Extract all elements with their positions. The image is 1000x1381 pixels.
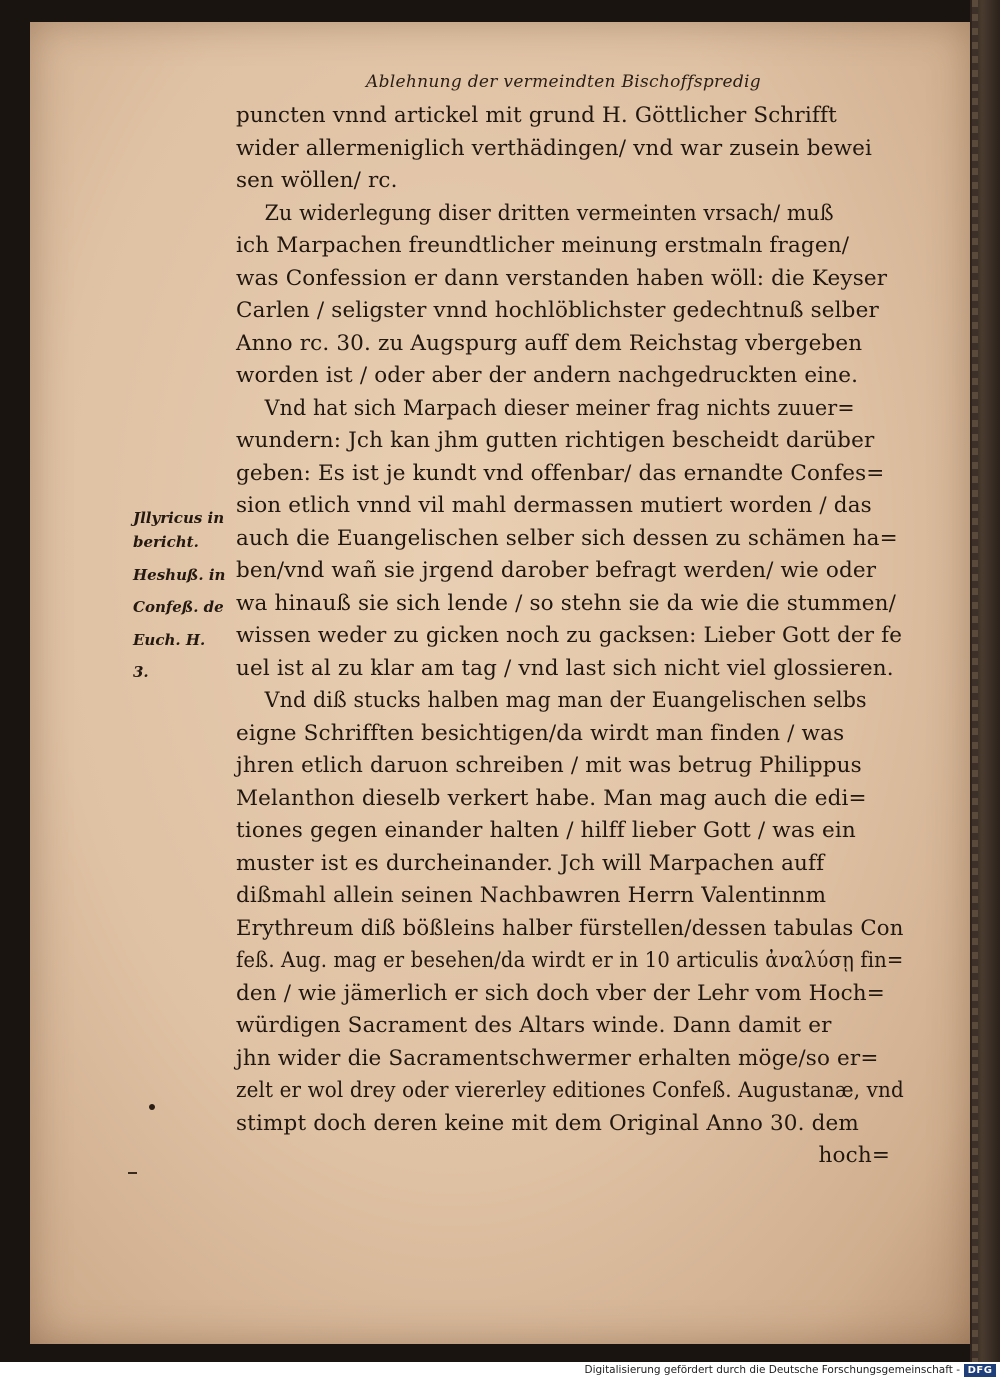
body-text [236, 100, 904, 1173]
text-line: jhren etlich daruon schreiben / mit was betrug Philippus [236, 753, 862, 778]
text-line: ben/vnd wañ sie jrgend darober befragt werden/ wie oder [236, 558, 877, 583]
text-line: was Confession er dann verstanden haben wöll: die Keyser [236, 265, 888, 291]
margin-note: Jllyricus in [133, 509, 225, 527]
text-line: Erythreum diß bößleins halber fürstellen/dessen tabulas Con [236, 915, 904, 941]
text-line: zelt er wol drey oder viererley editiones Confeß. Augustanæ, vnd [236, 1078, 904, 1103]
text-line: Vnd diß stucks halben mag man der Euangelischen selbs [264, 688, 867, 713]
margin-notes [133, 507, 233, 694]
text-line: Anno rc. 30. zu Augspurg auff dem Reichstag vbergeben [236, 330, 863, 356]
dfg-logo-icon: DFG [964, 1364, 996, 1377]
text-line: puncten vnnd artickel mit grund H. Göttlicher Schrifft [236, 103, 837, 128]
text-line: stimpt doch deren keine mit dem Original Anno 30. dem [236, 1110, 859, 1136]
margin-note: Confeß. de [133, 598, 224, 616]
text-line: den / wie jämerlich er sich doch vber der Lehr vom Hoch= [236, 980, 885, 1006]
text-line: Melanthon dieselb verkert habe. Man mag auch die edi= [236, 785, 867, 811]
text-line: feß. Aug. mag er besehen/da wirdt er in 10 articulis ἀναλύσῃ fin= [236, 948, 904, 973]
text-line: wundern: Jch kan jhm gutten richtigen bescheidt darüber [236, 428, 875, 453]
binding-strip [972, 0, 978, 1362]
text-line: muster ist es durcheinander. Jch will Marpachen auff [236, 850, 825, 876]
text-line: Zu widerlegung diser dritten vermeinten vrsach/ muß [264, 200, 834, 226]
margin-note: Heshuß. in [133, 565, 226, 584]
ink-speck [128, 1172, 137, 1174]
funding-credit: Digitalisierung gefördert durch die Deutsche Forschungsgemeinschaft - [584, 1364, 960, 1376]
text-line: worden ist / oder aber der andern nachgedruckten eine. [236, 363, 859, 388]
text-line: würdigen Sacrament des Altars winde. Dann damit er [236, 1013, 832, 1038]
margin-note: bericht. [133, 533, 199, 551]
text-line: geben: Es ist je kundt vnd offenbar/ das ernandte Confes= [236, 460, 885, 486]
footer-bar [0, 1362, 1000, 1381]
text-line: hoch= [818, 1143, 890, 1168]
ink-speck [149, 1104, 155, 1110]
text-line: jhn wider die Sacramentschwermer erhalten möge/so er= [236, 1045, 879, 1071]
text-line: dißmahl allein seinen Nachbawren Herrn Valentinnm [236, 883, 827, 908]
text-line: auch die Euangelischen selber sich dessen zu schämen ha= [236, 525, 898, 551]
text-line: sion etlich vnnd vil mahl dermassen mutiert worden / das [236, 493, 872, 518]
text-line: ich Marpachen freundtlicher meinung erstmaln fragen/ [236, 233, 850, 258]
text-line: eigne Schrifften besichtigen/da wirdt man finden / was [236, 720, 845, 746]
margin-note: 3. [133, 663, 149, 681]
text-line: Vnd hat sich Marpach dieser meiner frag nichts zuuer= [264, 395, 855, 421]
text-line: uel ist al zu klar am tag / vnd last sich nicht viel glossieren. [236, 655, 894, 681]
margin-note: Euch. H. [133, 630, 206, 649]
text-line: sen wöllen/ rc. [236, 168, 398, 193]
text-line: Carlen / seligster vnnd hochlöblichster gedechtnuß selber [236, 298, 879, 323]
text-line: wider allermeniglich verthädingen/ vnd war zusein bewei [236, 135, 873, 161]
text-line: wa hinauß sie sich lende / so stehn sie da wie die stummen/ [236, 590, 897, 616]
text-line: wissen weder zu gicken noch zu gacksen: Lieber Gott der fe [236, 623, 903, 648]
text-line: tiones gegen einander halten / hilff lieber Gott / was ein [236, 818, 856, 843]
running-head: Ablehnung der vermeindten Bischoffspredig [366, 72, 761, 92]
